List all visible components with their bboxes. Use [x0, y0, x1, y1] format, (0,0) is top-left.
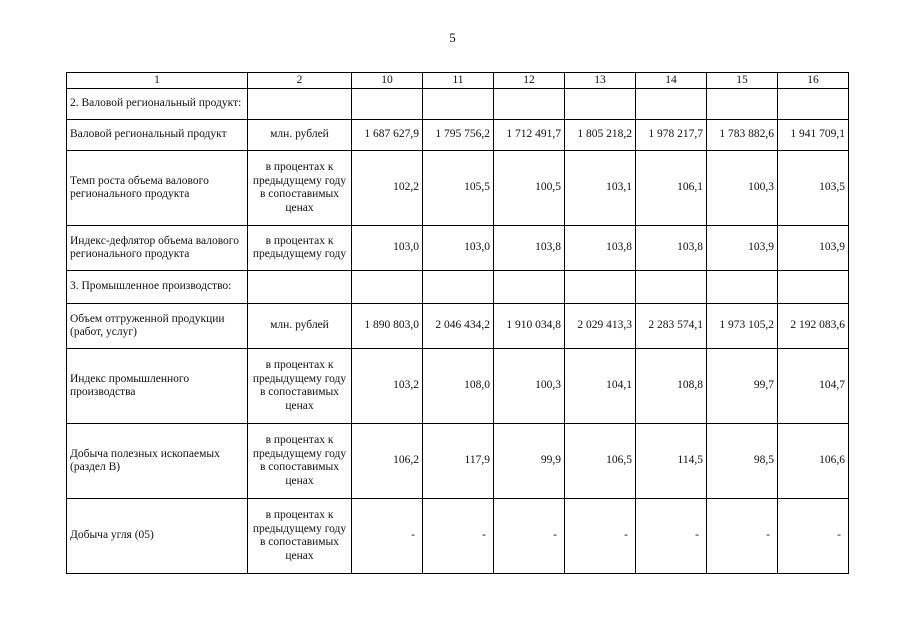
- section-row-industry: [67, 271, 849, 304]
- indicators-table: [66, 72, 849, 574]
- value-cell: 2 046 434,2: [423, 304, 494, 349]
- value-cell: 104,1: [565, 349, 636, 424]
- value-cell: -: [494, 499, 565, 574]
- value-cell: [494, 89, 565, 120]
- value-cell: 1 910 034,8: [494, 304, 565, 349]
- value-cell: 2 192 083,6: [778, 304, 849, 349]
- value-cell: -: [352, 499, 423, 574]
- value-cell: 1 795 756,2: [423, 120, 494, 151]
- value-cell: [423, 271, 494, 304]
- table-row: [67, 304, 849, 349]
- value-cell: 99,7: [707, 349, 778, 424]
- value-cell: 1 783 882,6: [707, 120, 778, 151]
- row-name: Валовой региональный продукт: [67, 120, 248, 151]
- value-cell: 100,3: [707, 151, 778, 226]
- value-cell: [565, 271, 636, 304]
- value-cell: 103,8: [636, 226, 707, 271]
- header-cell: 13: [565, 73, 636, 89]
- value-cell: [636, 271, 707, 304]
- value-cell: 106,5: [565, 424, 636, 499]
- value-cell: 105,5: [423, 151, 494, 226]
- value-cell: 1 712 491,7: [494, 120, 565, 151]
- value-cell: 100,5: [494, 151, 565, 226]
- value-cell: 103,8: [494, 226, 565, 271]
- row-name: Индекс-дефлятор объема валового регионального продукта: [67, 226, 248, 271]
- value-cell: -: [423, 499, 494, 574]
- value-cell: [423, 89, 494, 120]
- value-cell: 103,0: [423, 226, 494, 271]
- value-cell: 106,1: [636, 151, 707, 226]
- row-unit: в процентах к предыдущему году в сопоставимых ценах: [248, 499, 352, 574]
- value-cell: [494, 271, 565, 304]
- header-cell: 16: [778, 73, 849, 89]
- header-cell: 1: [67, 73, 248, 89]
- header-cell: 15: [707, 73, 778, 89]
- value-cell: 108,0: [423, 349, 494, 424]
- value-cell: [778, 89, 849, 120]
- row-name: Добыча угля (05): [67, 499, 248, 574]
- header-cell: 14: [636, 73, 707, 89]
- header-cell: 12: [494, 73, 565, 89]
- page-number: 5: [449, 30, 456, 45]
- row-unit: в процентах к предыдущему году в сопоставимых ценах: [248, 151, 352, 226]
- value-cell: 99,9: [494, 424, 565, 499]
- table-row: [67, 349, 849, 424]
- value-cell: 1 941 709,1: [778, 120, 849, 151]
- table-header-row: [67, 73, 849, 89]
- value-cell: 103,0: [352, 226, 423, 271]
- row-name: 2. Валовой региональный продукт:: [67, 89, 248, 120]
- row-unit: млн. рублей: [248, 304, 352, 349]
- value-cell: 1 978 217,7: [636, 120, 707, 151]
- table-row: [67, 499, 849, 574]
- value-cell: 114,5: [636, 424, 707, 499]
- value-cell: 1 890 803,0: [352, 304, 423, 349]
- table-row: [67, 424, 849, 499]
- table-row: [67, 120, 849, 151]
- value-cell: 103,9: [707, 226, 778, 271]
- row-name: 3. Промышленное производство:: [67, 271, 248, 304]
- row-unit: в процентах к предыдущему году: [248, 226, 352, 271]
- row-name: Индекс промышленного производства: [67, 349, 248, 424]
- value-cell: 103,8: [565, 226, 636, 271]
- value-cell: 106,2: [352, 424, 423, 499]
- value-cell: 2 283 574,1: [636, 304, 707, 349]
- value-cell: [707, 271, 778, 304]
- value-cell: 108,8: [636, 349, 707, 424]
- value-cell: 1 805 218,2: [565, 120, 636, 151]
- header-cell: 2: [248, 73, 352, 89]
- section-row-grp: [67, 89, 849, 120]
- value-cell: 103,2: [352, 349, 423, 424]
- value-cell: [707, 89, 778, 120]
- row-unit: [248, 89, 352, 120]
- value-cell: -: [707, 499, 778, 574]
- row-unit: [248, 271, 352, 304]
- row-name: Добыча полезных ископаемых (раздел B): [67, 424, 248, 499]
- value-cell: 100,3: [494, 349, 565, 424]
- table-row: [67, 226, 849, 271]
- value-cell: 2 029 413,3: [565, 304, 636, 349]
- value-cell: -: [565, 499, 636, 574]
- value-cell: 102,2: [352, 151, 423, 226]
- value-cell: [636, 89, 707, 120]
- value-cell: 103,1: [565, 151, 636, 226]
- value-cell: -: [778, 499, 849, 574]
- value-cell: [352, 89, 423, 120]
- value-cell: 106,6: [778, 424, 849, 499]
- header-cell: 10: [352, 73, 423, 89]
- value-cell: [565, 89, 636, 120]
- value-cell: [778, 271, 849, 304]
- row-unit: в процентах к предыдущему году в сопоставимых ценах: [248, 424, 352, 499]
- value-cell: 103,5: [778, 151, 849, 226]
- value-cell: [352, 271, 423, 304]
- table-row: [67, 151, 849, 226]
- row-unit: млн. рублей: [248, 120, 352, 151]
- value-cell: 98,5: [707, 424, 778, 499]
- header-cell: 11: [423, 73, 494, 89]
- row-name: Темп роста объема валового регионального продукта: [67, 151, 248, 226]
- row-unit: в процентах к предыдущему году в сопоставимых ценах: [248, 349, 352, 424]
- value-cell: 1 973 105,2: [707, 304, 778, 349]
- value-cell: 103,9: [778, 226, 849, 271]
- value-cell: 104,7: [778, 349, 849, 424]
- value-cell: 117,9: [423, 424, 494, 499]
- value-cell: 1 687 627,9: [352, 120, 423, 151]
- row-name: Объем отгруженной продукции (работ, услуг): [67, 304, 248, 349]
- value-cell: -: [636, 499, 707, 574]
